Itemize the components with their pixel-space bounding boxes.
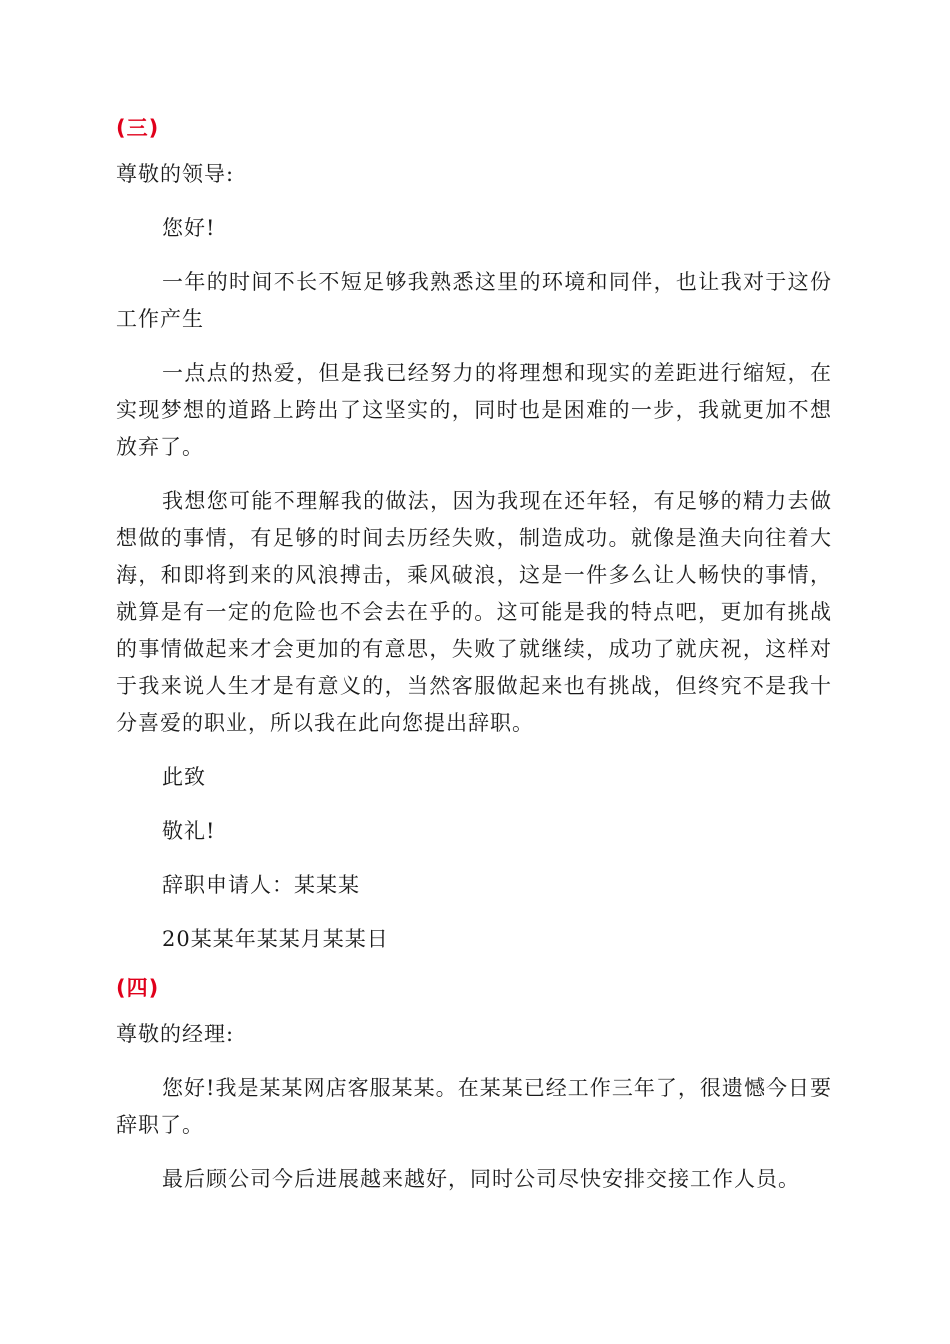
section-3-signature: 辞职申请人：某某某 [162, 873, 360, 897]
section-4-paragraph-2: 最后顾公司今后进展越来越好，同时公司尽快安排交接工作人员。 [162, 1167, 800, 1191]
section-3-date: 20某某年某某月某某日 [162, 927, 389, 951]
section-4-paragraph-1: 您好!我是某某网店客服某某。在某某已经工作三年了，很遗憾今日要辞职了。 [116, 1076, 832, 1137]
section-3-closing-2: 敬礼! [162, 819, 216, 843]
section-3-greeting: 您好! [162, 216, 216, 240]
section-4-salutation: 尊敬的经理: [116, 1022, 235, 1046]
section-3-paragraph-1: 一年的时间不长不短足够我熟悉这里的环境和同伴，也让我对于这份工作产生 [116, 270, 832, 331]
document-page [116, 112, 832, 1198]
section-3-heading: (三) [116, 116, 160, 140]
section-3-closing-1: 此致 [162, 765, 206, 789]
section-4-heading: (四) [116, 976, 160, 1000]
section-3-salutation: 尊敬的领导: [116, 162, 235, 186]
section-3-paragraph-2: 一点点的热爱，但是我已经努力的将理想和现实的差距进行缩短，在实现梦想的道路上跨出了这坚实的，同时也是困难的一步，我就更加不想放弃了。 [116, 361, 832, 459]
section-3-paragraph-3: 我想您可能不理解我的做法，因为我现在还年轻，有足够的精力去做想做的事情，有足够的时间去历经失败，制造成功。就像是渔夫向往着大海，和即将到来的风浪搏击，乘风破浪，这是一件多么让人畅快的事情，就算是有一定的危险也不会去在乎的。这可能是我的特点吧，更加有挑战的事情做起来才会更加的有意思，失败了就继续，成功了就庆祝，这样对于我来说人生才是有意义的，当然客服做起来也有挑战，但终究不是我十分喜爱的职业，所以我在此向您提出辞职。 [116, 489, 832, 735]
